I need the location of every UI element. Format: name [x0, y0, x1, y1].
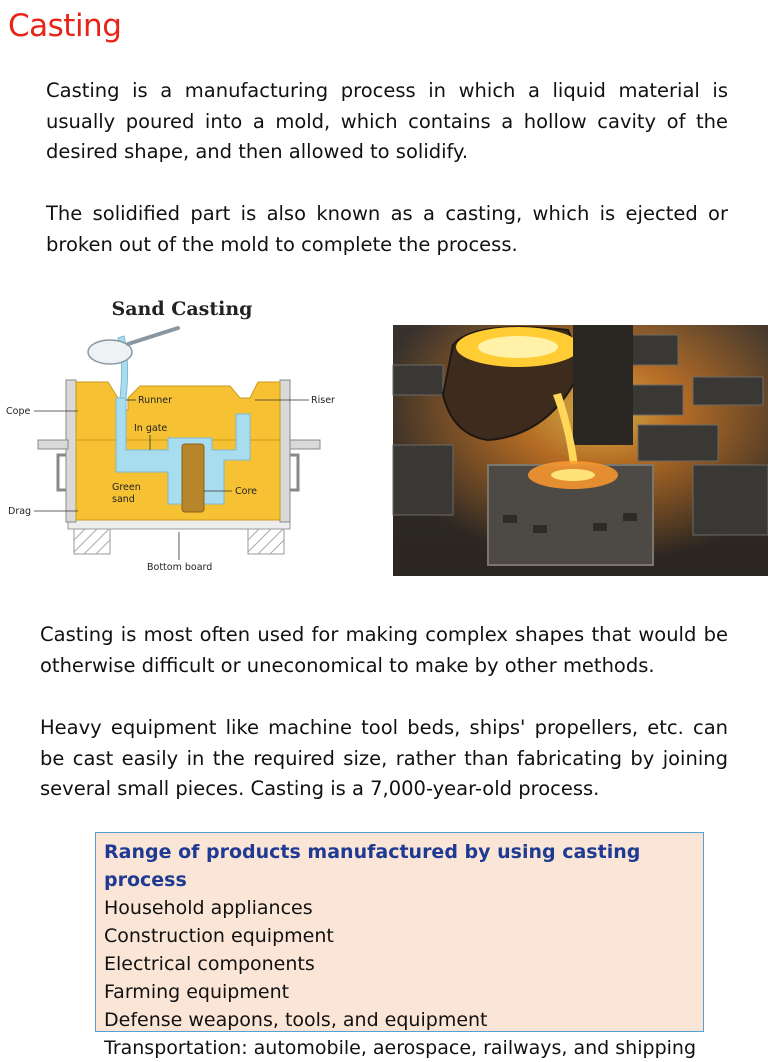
bottom-board	[68, 520, 290, 529]
solidified-paragraph: The solidified part is also known as a casting, which is ejected or broken out of the mold to complete the process.	[46, 202, 728, 256]
label-core: Core	[235, 486, 257, 497]
heavy-equipment-paragraph: Heavy equipment like machine tool beds, ships' propellers, etc. can be cast easily in the required size, rather than fabricating by joining several small pieces. Casting is a 7,000-year-old process.	[40, 716, 728, 800]
diagram-title: Sand Casting	[111, 298, 253, 320]
sand-casting-diagram	[0, 290, 360, 580]
label-green: Green	[112, 482, 141, 493]
label-cope: Cope	[6, 406, 31, 417]
molten-metal-pouring-photo	[393, 325, 768, 576]
ladle-icon	[88, 328, 178, 364]
product-item: Farming equipment	[104, 981, 290, 1003]
label-runner: Runner	[138, 395, 172, 406]
label-riser: Riser	[311, 395, 335, 406]
core	[182, 444, 204, 512]
label-in-gate: In gate	[134, 423, 168, 434]
products-box-title: Range of products manufactured by using casting process	[104, 841, 641, 891]
product-item: Defense weapons, tools, and equipment	[104, 1009, 488, 1031]
label-bottom-board: Bottom board	[147, 562, 213, 573]
product-item: Construction equipment	[104, 925, 334, 947]
product-item: Transportation: automobile, aerospace, railways, and shipping	[104, 1037, 697, 1059]
page-title: Casting	[8, 8, 122, 44]
product-item: Electrical components	[104, 953, 315, 975]
products-box	[95, 832, 704, 1059]
label-sand: sand	[112, 494, 135, 505]
product-item: Household appliances	[104, 897, 313, 919]
intro-paragraph: Casting is a manufacturing process in which a liquid material is usually poured into a mold, which contains a hollow cavity of the desired shape, and then allowed to solidify.	[46, 79, 728, 163]
complex-shapes-paragraph: Casting is most often used for making complex shapes that would be otherwise difficult or uneconomical to make by other methods.	[40, 623, 728, 677]
label-drag: Drag	[8, 506, 32, 517]
